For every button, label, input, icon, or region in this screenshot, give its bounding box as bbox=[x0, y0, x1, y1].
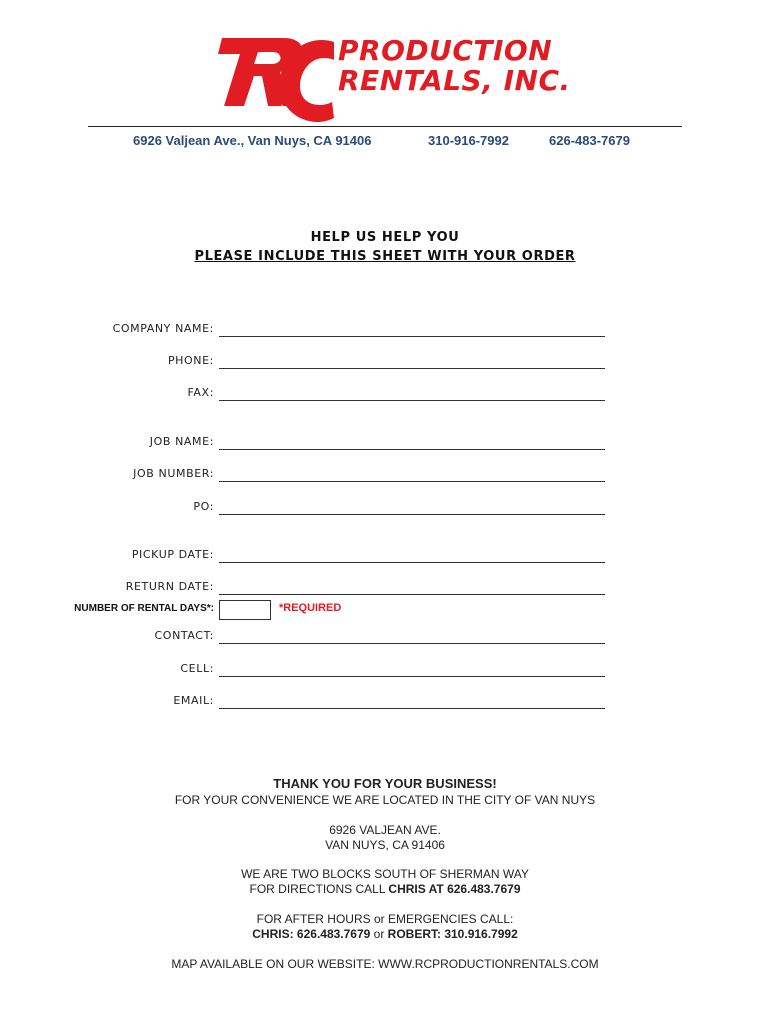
fax-label: FAX: bbox=[187, 386, 214, 399]
website-note: MAP AVAILABLE ON OUR WEBSITE: WWW.RCPRODUCTIONRENTALS.COM bbox=[171, 957, 599, 971]
email-field[interactable] bbox=[219, 708, 605, 709]
pickup-date-label: PICKUP DATE: bbox=[131, 548, 214, 561]
email-row bbox=[0, 694, 770, 714]
rental-days-label: NUMBER OF RENTAL DAYS*: bbox=[74, 603, 214, 614]
return-date-label: RETURN DATE: bbox=[125, 580, 214, 593]
company-logo bbox=[214, 36, 574, 124]
form-heading: HELP US HELP YOU bbox=[310, 230, 460, 245]
thank-you-heading: THANK YOU FOR YOUR BUSINESS! bbox=[273, 776, 497, 791]
form-subheading: PLEASE INCLUDE THIS SHEET WITH YOUR ORDER bbox=[194, 249, 576, 264]
return-date-field[interactable] bbox=[219, 594, 605, 595]
job-number-field[interactable] bbox=[219, 481, 605, 482]
directions-note: WE ARE TWO BLOCKS SOUTH OF SHERMAN WAY bbox=[241, 867, 529, 881]
directions-prefix: FOR DIRECTIONS CALL bbox=[249, 882, 389, 896]
job-number-row bbox=[0, 467, 770, 487]
after-hours-suffix: EMERGENCIES CALL: bbox=[384, 912, 514, 926]
return-date-row bbox=[0, 580, 770, 600]
fax-field[interactable] bbox=[219, 400, 605, 401]
phone-field[interactable] bbox=[219, 368, 605, 369]
after-hours-note bbox=[0, 912, 770, 927]
rc-logo-mark-icon bbox=[214, 36, 338, 124]
after-hours-prefix: FOR AFTER HOURS bbox=[256, 912, 374, 926]
cell-field[interactable] bbox=[219, 676, 605, 677]
job-name-field[interactable] bbox=[219, 449, 605, 450]
cell-row bbox=[0, 662, 770, 682]
po-label: PO: bbox=[193, 500, 214, 513]
logo-wordmark bbox=[338, 36, 571, 96]
footer-address-line-1: 6926 VALJEAN AVE. bbox=[329, 823, 441, 837]
job-name-label: JOB NAME: bbox=[149, 435, 214, 448]
emergency-contacts bbox=[0, 927, 770, 942]
contact-label: CONTACT: bbox=[154, 629, 214, 642]
logo-line-2: RENTALS, INC. bbox=[338, 64, 571, 97]
company-name-row bbox=[0, 322, 770, 342]
chris-contact: CHRIS: 626.483.7679 bbox=[252, 927, 371, 941]
cell-label: CELL: bbox=[180, 662, 214, 675]
directions-call bbox=[0, 882, 770, 897]
job-name-row bbox=[0, 435, 770, 455]
fax-row bbox=[0, 386, 770, 406]
phone-row bbox=[0, 354, 770, 374]
company-name-label: COMPANY NAME: bbox=[112, 322, 214, 335]
pickup-date-field[interactable] bbox=[219, 562, 605, 563]
rental-days-input[interactable] bbox=[219, 600, 271, 620]
emergency-or: or bbox=[370, 927, 388, 941]
contact-row bbox=[0, 629, 770, 649]
footer-address-line-2: VAN NUYS, CA 91406 bbox=[325, 838, 445, 852]
po-row bbox=[0, 500, 770, 520]
po-field[interactable] bbox=[219, 514, 605, 515]
after-hours-or: or bbox=[373, 912, 385, 926]
email-label: EMAIL: bbox=[173, 694, 214, 707]
header-divider bbox=[88, 126, 682, 127]
pickup-date-row bbox=[0, 548, 770, 568]
rental-days-row bbox=[0, 600, 770, 620]
contact-field[interactable] bbox=[219, 643, 605, 644]
location-note: FOR YOUR CONVENIENCE WE ARE LOCATED IN THE CITY OF VAN NUYS bbox=[174, 793, 596, 807]
directions-contact: CHRIS AT 626.483.7679 bbox=[388, 882, 521, 896]
header-address: 6926 Valjean Ave., Van Nuys, CA 91406 bbox=[133, 133, 372, 148]
header-phone-1: 310-916-7992 bbox=[428, 133, 509, 148]
company-name-field[interactable] bbox=[219, 336, 605, 337]
logo-line-1: PRODUCTION bbox=[338, 34, 553, 67]
robert-contact: ROBERT: 310.916.7992 bbox=[387, 927, 518, 941]
job-number-label: JOB NUMBER: bbox=[133, 467, 214, 480]
required-note: *REQUIRED bbox=[279, 602, 342, 614]
phone-label: PHONE: bbox=[167, 354, 214, 367]
header-phone-2: 626-483-7679 bbox=[549, 133, 630, 148]
